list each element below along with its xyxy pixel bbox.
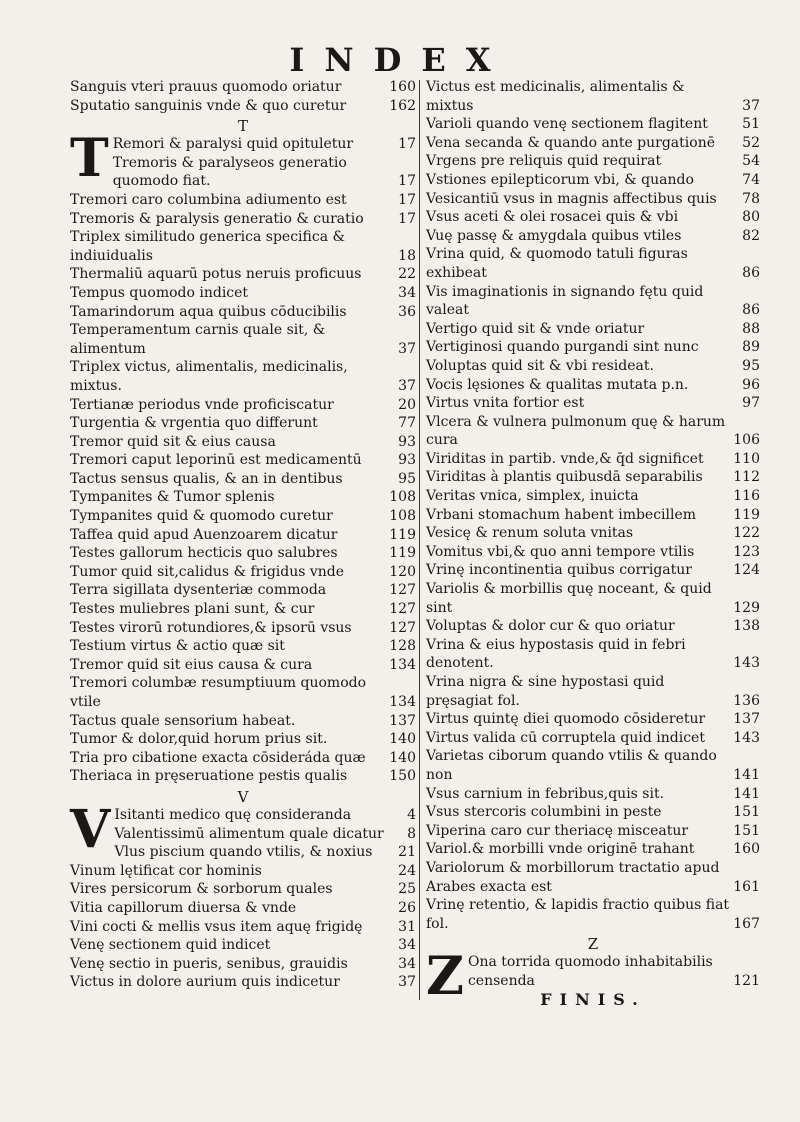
entry-text: Vstiones epilepticorum vbi, & quando xyxy=(426,171,694,188)
entry-text: Vinum lętificat cor hominis xyxy=(70,862,262,879)
page-number: 54 xyxy=(742,153,760,170)
entry-text: Vrbani stomachum habent imbecillem xyxy=(426,506,697,523)
index-entry xyxy=(70,843,416,862)
entry-text: Tertianæ periodus vnde proficiscatur xyxy=(70,396,334,413)
page-number: 37 xyxy=(398,377,416,394)
index-entry xyxy=(70,825,416,844)
entry-text: Tumor & dolor,quid horum prius sit. xyxy=(70,731,328,748)
index-entry xyxy=(426,227,760,246)
index-entry xyxy=(70,767,416,786)
page-number: 160 xyxy=(733,841,760,858)
entry-text: Terra sigillata dysenteriæ commoda xyxy=(70,582,327,599)
index-entry xyxy=(426,78,760,115)
entry-text: Vitia capillorum diuersa & vnde xyxy=(70,899,297,916)
index-entry xyxy=(426,208,760,227)
index-entry xyxy=(426,617,760,636)
page-number: 122 xyxy=(733,525,760,542)
page-number: 150 xyxy=(389,768,416,785)
entry-text: Vsus stercoris columbini in peste xyxy=(426,804,662,821)
page-number: 80 xyxy=(742,209,760,226)
page-number: 25 xyxy=(398,881,416,898)
entry-text: Veritas vnica, simplex, inuicta xyxy=(426,488,639,505)
index-entry xyxy=(70,674,416,711)
index-entry xyxy=(426,357,760,376)
finis-colophon: FINIS. xyxy=(540,990,646,1009)
entry-text: Venę sectio in pueris, senibus, grauidis xyxy=(70,955,348,972)
index-entry xyxy=(426,338,760,357)
index-entry xyxy=(426,450,760,469)
index-entry xyxy=(426,506,760,525)
page-number: 120 xyxy=(389,563,416,580)
page-number: 93 xyxy=(398,433,416,450)
index-entry xyxy=(70,154,416,191)
index-column-left xyxy=(70,78,416,992)
entry-text: Vesicę & renum soluta vnitas xyxy=(426,525,634,542)
page-number: 93 xyxy=(398,452,416,469)
entry-text: Vuę passę & amygdala quibus vtiles xyxy=(426,227,682,244)
index-entry xyxy=(426,487,760,506)
page-number: 134 xyxy=(389,694,416,710)
index-entry xyxy=(70,918,416,937)
index-entry xyxy=(426,134,760,153)
entry-text: Vis imaginationis in signando fętu quid valeat xyxy=(426,283,704,319)
entry-text: Vesicantiū vsus in magnis affectibus quis xyxy=(426,190,717,207)
index-entry xyxy=(70,730,416,749)
entry-text: Venę sectionem quid indicet xyxy=(70,937,271,954)
page-number: 123 xyxy=(733,543,760,560)
index-entry xyxy=(70,97,416,116)
entry-text: Vini cocti & mellis vsus item aquę frigidę xyxy=(70,918,363,935)
entry-text: Tremori caput leporinū est medicamentū xyxy=(70,452,362,469)
entry-text: Vomitus vbi,& quo anni tempore vtilis xyxy=(426,543,695,560)
entry-text: Testium virtus & actio quæ sit xyxy=(70,638,285,655)
index-entry xyxy=(426,822,760,841)
page-number: 128 xyxy=(389,638,416,655)
page-number: 124 xyxy=(733,562,760,579)
index-entry xyxy=(426,376,760,395)
index-entry xyxy=(426,636,760,673)
entry-text: Tumor quid sit,calidus & frigidus vnde xyxy=(70,563,345,580)
page-number: 34 xyxy=(398,955,416,972)
entry-text: Vocis lęsiones & qualitas mutata p.n. xyxy=(426,376,689,393)
page-number: 97 xyxy=(742,395,760,412)
page-number: 119 xyxy=(733,506,760,523)
entry-text: Viriditas in partib. vnde,& q̄d significet xyxy=(426,450,704,467)
page-number: 138 xyxy=(733,618,760,635)
entry-text: Tremoris & paralyseos generatio quomodo fiat. xyxy=(112,154,347,190)
entry-text: Sputatio sanguinis vnde & quo curetur xyxy=(70,97,347,114)
page-number: 37 xyxy=(398,340,416,357)
entry-text: Testes muliebres plani sunt, & cur xyxy=(70,601,315,618)
index-entry xyxy=(70,581,416,600)
page-number: 134 xyxy=(389,656,416,673)
section-letter: Z xyxy=(587,935,599,954)
entry-text: Vrinę incontinentia quibus corrigatur xyxy=(426,562,692,579)
page-number: 17 xyxy=(398,191,416,208)
entry-text: Voluptas quid sit & vbi resideat. xyxy=(426,357,654,374)
index-entry xyxy=(70,78,416,97)
page-number: 20 xyxy=(398,396,416,413)
page-number: 167 xyxy=(733,915,760,932)
entry-text: Vsus carnium in febribus,quis sit. xyxy=(426,785,665,802)
page-number: 95 xyxy=(398,470,416,487)
page-number: 127 xyxy=(389,619,416,636)
index-entry xyxy=(426,320,760,339)
entry-text: Remori & paralysi quid opituletur xyxy=(112,136,354,153)
entry-text: Isitanti medico quę consideranda xyxy=(114,806,352,823)
page-number: 88 xyxy=(742,320,760,337)
entry-text: Tremoris & paralysis generatio & curatio xyxy=(70,210,364,227)
index-entry xyxy=(426,245,760,282)
page-number: 151 xyxy=(733,822,760,839)
entry-text: Vires persicorum & sorborum quales xyxy=(70,881,333,898)
index-entry xyxy=(426,729,760,748)
entry-text: Triplex victus, alimentalis, medicinalis, mixtus. xyxy=(70,359,348,394)
index-entry xyxy=(70,936,416,955)
page-number: 121 xyxy=(733,972,760,989)
entry-text: Vlcera & vulnera pulmonum quę & harum cura xyxy=(426,413,726,449)
index-entry xyxy=(70,656,416,675)
page-number: 127 xyxy=(389,582,416,599)
page-number: 160 xyxy=(389,79,416,95)
index-entry xyxy=(70,228,416,265)
page-number: 86 xyxy=(742,302,760,319)
entry-text: Variolis & morbillis quę noceant, & quid sint xyxy=(426,581,712,616)
index-entry xyxy=(70,600,416,619)
entry-text: Tremori columbæ resumptiuum quomodo vtile xyxy=(70,675,367,710)
section-letter: V xyxy=(237,787,249,806)
page-number: 143 xyxy=(733,655,760,672)
page-number: 24 xyxy=(398,862,416,879)
page-number: 17 xyxy=(398,210,416,227)
drop-cap: Z xyxy=(426,946,464,1008)
page-number: 162 xyxy=(389,97,416,114)
page-number: 96 xyxy=(742,376,760,393)
entry-text: Tempus quomodo indicet xyxy=(70,284,249,301)
page-number: 18 xyxy=(398,247,416,264)
entry-text: Vena secanda & quando ante purgationē xyxy=(426,134,715,151)
entry-text: Tympanites & Tumor splenis xyxy=(70,489,275,506)
index-entry xyxy=(426,840,760,859)
entry-text: Tria pro cibatione exacta cōsideráda quæ xyxy=(70,749,366,766)
entry-text: Vrina nigra & sine hypostasi quid pręsagiat fol. xyxy=(426,674,665,709)
index-entry xyxy=(70,619,416,638)
page-number: 22 xyxy=(398,266,416,283)
page-number: 4 xyxy=(407,806,416,823)
page-number: 119 xyxy=(389,545,416,562)
page-number: 95 xyxy=(742,357,760,374)
drop-cap: V xyxy=(70,798,111,860)
entry-text: Tremor quid sit eius causa & cura xyxy=(70,656,313,673)
page-number: 108 xyxy=(389,489,416,506)
page-number: 151 xyxy=(733,804,760,821)
entry-text: Valentissimū alimentum quale dicatur xyxy=(114,825,384,842)
page-number: 106 xyxy=(733,432,760,449)
index-entry xyxy=(70,712,416,731)
index-entry xyxy=(70,749,416,768)
index-entry xyxy=(70,973,416,992)
index-entry xyxy=(70,563,416,582)
entry-text: Voluptas & dolor cur & quo oriatur xyxy=(426,618,675,635)
index-entry xyxy=(70,303,416,322)
entry-text: Vertigo quid sit & vnde oriatur xyxy=(426,320,645,337)
index-entry xyxy=(70,284,416,303)
entry-text: Vrina & eius hypostasis quid in febri denotent. xyxy=(426,636,686,672)
entry-text: Virtus quintę diei quomodo cōsideretur xyxy=(426,711,706,728)
page-number: 34 xyxy=(398,937,416,954)
entry-text: Temperamentum carnis quale sit, & alimentum xyxy=(70,322,326,357)
page-number: 140 xyxy=(389,749,416,766)
index-entry xyxy=(426,394,760,413)
entry-text: Testes gallorum hecticis quo salubres xyxy=(70,545,338,562)
page-number: 137 xyxy=(389,712,416,729)
entry-text: Tremori caro columbina adiumento est xyxy=(70,191,347,208)
index-entry xyxy=(70,899,416,918)
page-number: 89 xyxy=(742,339,760,356)
index-entry xyxy=(70,507,416,526)
page-number: 78 xyxy=(742,190,760,207)
entry-text: Sanguis vteri prauus quomodo oriatur xyxy=(70,79,342,95)
index-entry xyxy=(426,747,760,784)
entry-text: Virtus valida cū corruptela quid indicet xyxy=(426,729,705,746)
index-entry xyxy=(70,488,416,507)
index-entry xyxy=(70,862,416,881)
index-entry xyxy=(70,265,416,284)
page-number: 108 xyxy=(389,508,416,525)
index-entry xyxy=(426,283,760,320)
index-entry xyxy=(70,396,416,415)
index-entry xyxy=(70,358,416,395)
entry-text: Vrina quid, & quomodo tatuli figuras exhibeat xyxy=(426,246,688,281)
entry-text: Victus est medicinalis, alimentalis & mixtus xyxy=(426,79,685,114)
entry-text: Tympanites quid & quomodo curetur xyxy=(70,508,333,525)
index-entry xyxy=(426,710,760,729)
index-entry xyxy=(426,803,760,822)
page-number: 143 xyxy=(733,729,760,746)
index-entry xyxy=(70,321,416,358)
index-entry xyxy=(70,451,416,470)
page-number: 82 xyxy=(742,227,760,244)
entry-text: Vrinę retentio, & lapidis fractio quibus fiat fol. xyxy=(426,897,730,932)
index-entry xyxy=(426,152,760,171)
index-entry xyxy=(70,470,416,489)
page-number: 112 xyxy=(733,469,760,486)
index-entry xyxy=(426,171,760,190)
page-number: 161 xyxy=(733,878,760,895)
entry-text: Testes virorū rotundiores,& ipsorū vsus xyxy=(70,619,352,636)
index-entry xyxy=(70,526,416,545)
page-number: 37 xyxy=(398,974,416,991)
page-number: 51 xyxy=(742,116,760,133)
page-number: 140 xyxy=(389,731,416,748)
page-number: 141 xyxy=(733,785,760,802)
entry-text: Varietas ciborum quando vtilis & quando non xyxy=(426,748,717,783)
page-number: 21 xyxy=(398,844,416,861)
section-letter: T xyxy=(237,117,248,136)
index-entry xyxy=(426,673,760,710)
entry-text: Viriditas à plantis quibusdā separabilis xyxy=(426,469,703,486)
entry-text: Vrgens pre reliquis quid requirat xyxy=(426,153,662,170)
index-entry xyxy=(426,413,760,450)
page-title: INDEX xyxy=(289,41,511,79)
page-number: 116 xyxy=(733,488,760,505)
entry-text: Thermaliū aquarū potus neruis proficuus xyxy=(70,266,362,283)
index-entry xyxy=(426,115,760,134)
entry-text: Tremor quid sit & eius causa xyxy=(70,433,276,450)
entry-text: Theriaca in pręseruatione pestis qualis xyxy=(70,768,348,785)
entry-text: Tactus sensus qualis, & an in dentibus xyxy=(70,470,343,487)
entry-text: Tactus quale sensorium habeat. xyxy=(70,712,296,729)
index-entry xyxy=(426,543,760,562)
entry-text: Taffea quid apud Auenzoarem dicatur xyxy=(70,526,338,543)
index-entry xyxy=(70,880,416,899)
index-entry xyxy=(70,544,416,563)
page-number: 110 xyxy=(733,450,760,467)
page-number: 8 xyxy=(407,825,416,842)
page-number: 17 xyxy=(398,173,416,190)
page-number: 37 xyxy=(742,97,760,114)
page-number: 31 xyxy=(398,918,416,935)
index-entry xyxy=(426,896,760,933)
entry-text: Ona torrida quomodo inhabitabilis censenda xyxy=(467,954,713,989)
index-entry xyxy=(70,210,416,229)
page-number: 119 xyxy=(389,526,416,543)
index-entry xyxy=(70,637,416,656)
entry-text: Virtus vnita fortior est xyxy=(426,395,585,412)
index-entry xyxy=(70,414,416,433)
page-number: 127 xyxy=(389,601,416,618)
index-entry xyxy=(426,580,760,617)
entry-text: Vsus aceti & olei rosacei quis & vbi xyxy=(426,209,679,226)
column-divider xyxy=(419,80,420,1000)
index-entry xyxy=(426,524,760,543)
page-number: 137 xyxy=(733,711,760,728)
index-entry xyxy=(70,955,416,974)
page-number: 77 xyxy=(398,415,416,432)
page-number: 36 xyxy=(398,303,416,320)
page-number: 136 xyxy=(733,692,760,709)
entry-text: Variolorum & morbillorum tractatio apud Arabes exacta est xyxy=(426,859,720,895)
entry-text: Vlus piscium quando vtilis, & noxius xyxy=(114,844,373,861)
entry-text: Triplex similitudo generica specifica & indiuidualis xyxy=(70,229,345,264)
index-entry xyxy=(426,859,760,896)
entry-text: Viperina caro cur theriacę misceatur xyxy=(426,822,689,839)
index-entry xyxy=(426,468,760,487)
page-number: 17 xyxy=(398,136,416,153)
drop-cap: T xyxy=(70,128,109,190)
page-number: 74 xyxy=(742,171,760,188)
entry-text: Variol.& morbilli vnde originē trahant xyxy=(426,841,695,858)
page-number: 86 xyxy=(742,264,760,281)
entry-text: Varioli quando venę sectionem flagitent xyxy=(426,116,708,133)
index-entry xyxy=(426,785,760,804)
index-entry xyxy=(70,191,416,210)
page-number: 52 xyxy=(742,134,760,151)
page-number: 129 xyxy=(733,599,760,616)
page-number: 141 xyxy=(733,766,760,783)
entry-text: Tamarindorum aqua quibus cōducibilis xyxy=(70,303,347,320)
index-entry xyxy=(70,433,416,452)
index-entry xyxy=(426,190,760,209)
entry-text: Turgentia & vrgentia quo differunt xyxy=(70,415,318,432)
page-number: 26 xyxy=(398,899,416,916)
entry-text: Victus in dolore aurium quis indicetur xyxy=(70,974,340,991)
index-entry xyxy=(426,561,760,580)
page-number: 34 xyxy=(398,284,416,301)
entry-text: Vertiginosi quando purgandi sint nunc xyxy=(426,339,699,356)
